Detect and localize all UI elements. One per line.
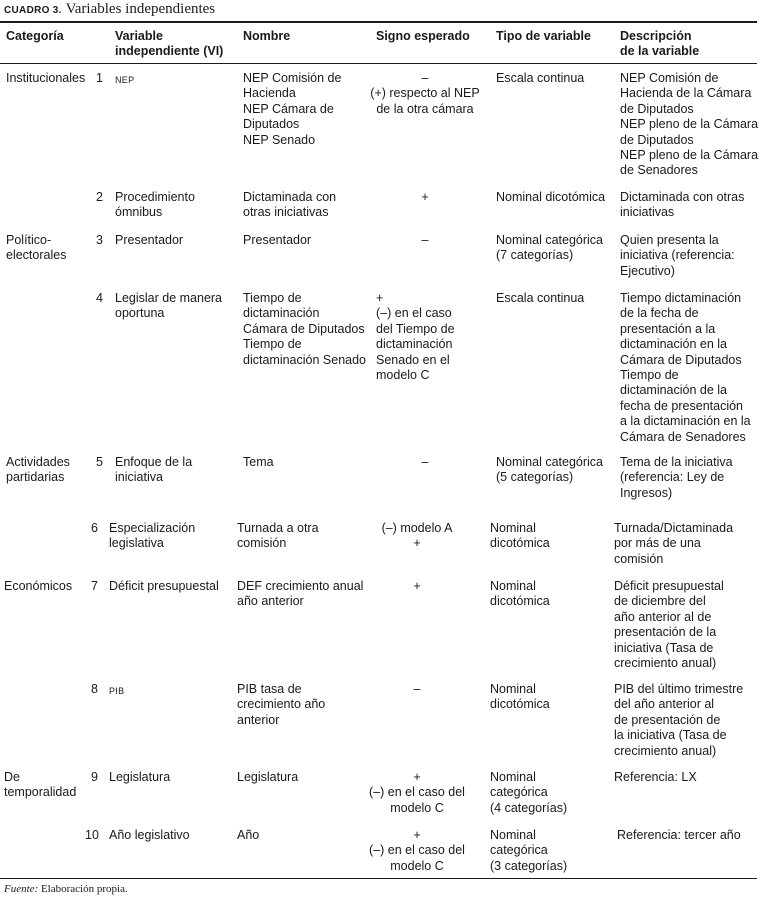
row-nombre: Tiempo de dictaminación Cámara de Diputados Tiempo de dictaminación Senado <box>243 291 366 367</box>
row-tipo: Nominal dicotómica <box>490 521 550 551</box>
row-descripcion: Referencia: LX <box>614 770 697 784</box>
row-tipo: Nominal categórica (7 categorías) <box>496 233 603 263</box>
row-categoria: Económicos <box>4 579 73 593</box>
row-descripcion: Turnada/Dictaminada por más de una comisión <box>614 521 734 566</box>
row-number: 5 <box>96 455 103 469</box>
row-nombre: Legislatura <box>237 770 299 784</box>
row-number: 10 <box>85 828 99 842</box>
row-variable: Procedimiento ómnibus <box>115 190 195 220</box>
header-nombre: Nombre <box>243 29 291 43</box>
row-number: 8 <box>91 682 98 696</box>
row-tipo: Nominal dicotómica <box>490 579 550 609</box>
row-descripcion: Déficit presupuestal de diciembre del año anterior al de presentación de la iniciativa (Tasa de crecimiento anual) <box>614 579 724 671</box>
header-variable: Variable independiente (VI) <box>115 29 224 59</box>
row-descripcion: NEP Comisión de Hacienda de la Cámara de Diputados NEP pleno de la Cámara de Diputados NEP pleno de la Cámara de Senadores <box>620 71 759 178</box>
row-signo: + (–) en el caso del modelo C <box>369 770 465 815</box>
row-variable: NEP <box>115 75 135 85</box>
row-nombre: Año <box>237 828 260 842</box>
row-number: 6 <box>91 521 98 535</box>
row-descripcion: Dictaminada con otras iniciativas <box>620 190 745 220</box>
row-tipo: Escala continua <box>496 291 585 305</box>
row-number: 3 <box>96 233 103 247</box>
row-signo: + (–) en el caso del Tiempo de dictaminación Senado en el modelo C <box>376 291 455 383</box>
row-signo: – <box>421 233 429 247</box>
header-signo: Signo esperado <box>376 29 470 43</box>
header-rule <box>0 63 757 64</box>
source-label: Fuente: <box>4 883 39 895</box>
row-descripcion: Referencia: tercer año <box>617 828 741 842</box>
row-variable: Déficit presupuestal <box>109 579 219 593</box>
table-caption <box>4 0 215 18</box>
row-signo: + (–) en el caso del modelo C <box>369 828 465 873</box>
row-number: 2 <box>96 190 103 204</box>
row-categoria: Político- electorales <box>6 233 67 263</box>
row-nombre: PIB tasa de crecimiento año anterior <box>237 682 326 727</box>
row-number: 1 <box>96 71 103 85</box>
row-nombre: DEF crecimiento anual año anterior <box>237 579 364 609</box>
row-variable: Presentador <box>115 233 184 247</box>
row-descripcion: PIB del último trimestre del año anterior al de presentación de la iniciativa (Tasa de crecimiento anual) <box>614 682 744 758</box>
row-signo: – (+) respecto al NEP de la otra cámara <box>370 71 480 116</box>
row-variable: Enfoque de la iniciativa <box>115 455 193 485</box>
row-nombre: NEP Comisión de Hacienda NEP Cámara de Diputados NEP Senado <box>243 71 342 147</box>
row-signo: – <box>413 682 421 696</box>
row-tipo: Nominal categórica (5 categorías) <box>496 455 603 485</box>
row-tipo: Nominal categórica (4 categorías) <box>490 770 568 815</box>
header-descripcion: Descripción de la variable <box>620 29 700 59</box>
row-nombre: Turnada a otra comisión <box>237 521 319 551</box>
caption-label: CUADRO 3. <box>4 5 62 16</box>
row-number: 7 <box>91 579 98 593</box>
row-tipo: Nominal dicotómica <box>496 190 606 204</box>
top-rule <box>0 21 757 23</box>
row-variable: Especialización legislativa <box>109 521 196 551</box>
row-nombre: Dictaminada con otras iniciativas <box>243 190 337 220</box>
bottom-rule <box>0 878 757 879</box>
header-categoria: Categoría <box>6 29 64 43</box>
row-categoria: Actividades partidarias <box>6 455 70 485</box>
row-tipo: Nominal dicotómica <box>490 682 550 712</box>
row-variable: PIB <box>109 686 125 696</box>
row-number: 4 <box>96 291 103 305</box>
header-tipo: Tipo de variable <box>496 29 591 43</box>
row-nombre: Tema <box>243 455 274 469</box>
row-categoria: De temporalidad <box>4 770 77 800</box>
row-tipo: Escala continua <box>496 71 585 85</box>
source-text: Elaboración propia. <box>40 883 128 895</box>
row-number: 9 <box>91 770 98 784</box>
row-signo: + <box>421 190 429 204</box>
row-signo: – <box>421 455 429 469</box>
row-signo: (–) modelo A + <box>381 521 453 551</box>
row-descripcion: Quien presenta la iniciativa (referencia: Ejecutivo) <box>620 233 735 278</box>
table-source-note <box>4 883 128 895</box>
row-variable: Legislar de manera oportuna <box>115 291 223 321</box>
row-signo: + <box>413 579 421 593</box>
row-descripcion: Tiempo dictaminación de la fecha de presentación a la dictaminación en la Cámara de Diputados Tiempo de dictaminación de la fecha de presentación a la dictaminación en la Cámara de Senadores <box>620 291 751 444</box>
caption-title: Variables independientes <box>65 1 216 17</box>
row-descripcion: Tema de la iniciativa (referencia: Ley de Ingresos) <box>620 455 733 500</box>
row-nombre: Presentador <box>243 233 312 247</box>
row-variable: Legislatura <box>109 770 171 784</box>
row-tipo: Nominal categórica (3 categorías) <box>490 828 568 873</box>
row-categoria: Institucionales <box>6 71 86 85</box>
row-variable: Año legislativo <box>109 828 190 842</box>
